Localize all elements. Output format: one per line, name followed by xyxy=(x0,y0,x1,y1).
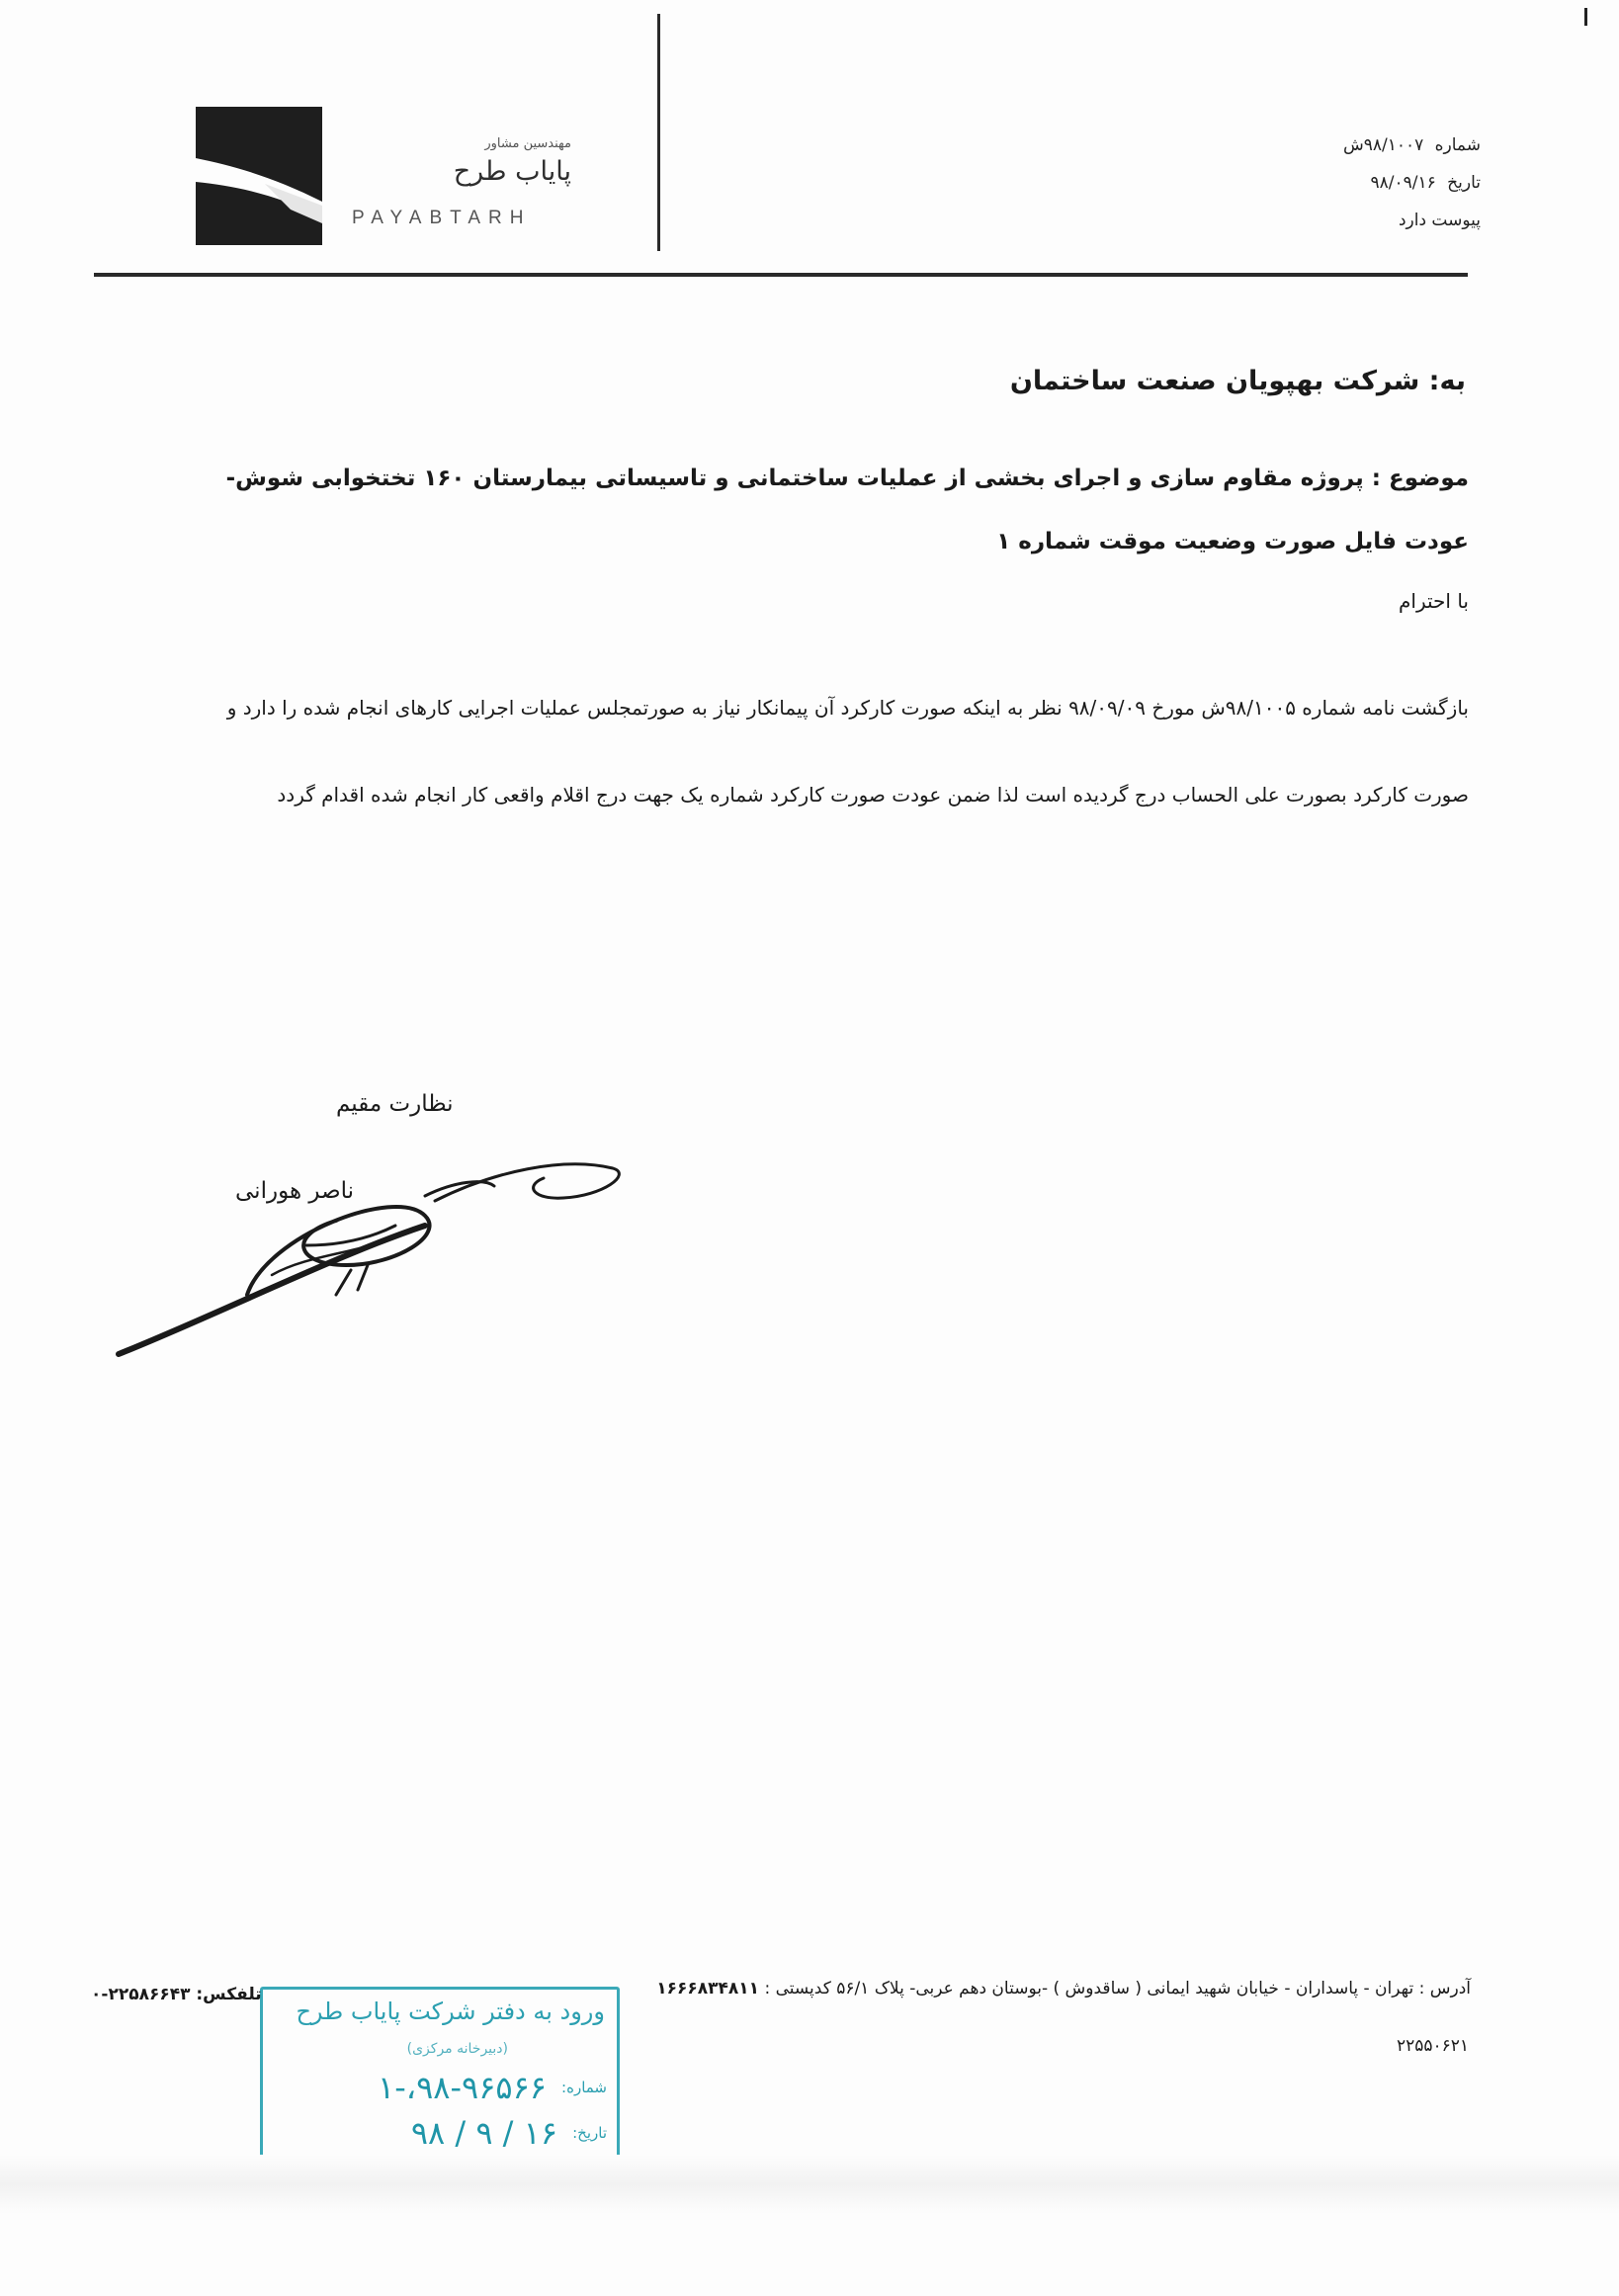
logo-company-name: پایاب طرح xyxy=(453,156,571,187)
signer-name: ناصر هورانی xyxy=(235,1178,355,1204)
footer-address xyxy=(656,1979,1471,1998)
letter-number xyxy=(1224,127,1481,164)
company-logo xyxy=(196,107,571,255)
stamp-date-label: تاریخ: xyxy=(572,2124,607,2142)
stamp-date-row xyxy=(271,2114,607,2154)
stamp-title: ورود به دفتر شرکت پایاب طرح xyxy=(296,1998,605,2025)
stamp-subtitle: (دبیرخانه مرکزی) xyxy=(406,2041,508,2057)
handwritten-signature xyxy=(99,1127,633,1364)
letter-meta xyxy=(1224,127,1481,239)
signer-role: نظارت مقیم xyxy=(336,1091,454,1117)
header-divider-horizontal xyxy=(94,273,1468,277)
recipient: به: شرکت بهپویان صنعت ساختمان xyxy=(1009,366,1466,396)
stamp-number-value: ۱-،۹۸-۹۶۵۶۶ xyxy=(378,2069,547,2106)
logo-mark-icon xyxy=(196,107,322,245)
footer-phone-2: ۲۲۵۵۰۶۲۱ xyxy=(1396,2036,1469,2056)
footer-phone: تلفکس: ۲۲۵۸۶۶۴۳-۰ xyxy=(91,1985,262,2004)
letter-date-label: تاریخ xyxy=(1447,173,1481,193)
registration-stamp xyxy=(260,1987,620,2165)
letter-number-label: شماره xyxy=(1434,135,1481,155)
stamp-number-row xyxy=(271,2069,607,2108)
logo-latin-name: PAYABTARH xyxy=(352,208,532,228)
letter-body: بازگشت نامه شماره ۹۸/۱۰۰۵ش مورخ ۹۸/۰۹/۰۹ نظر به اینکه صورت کارکرد آن پیمانکار نیاز به صورتمجلس عملیات اجرایی کارهای انجام شده را دارد و صورت کارکرد بصورت علی الحساب درج گردیده است لذا ضمن عودت صورت کارکرد شماره یک جهت درج اقلام واقعی کار انجام شده اقدام گردد xyxy=(226,696,1469,807)
letter-attachment: پیوست دارد xyxy=(1398,211,1481,230)
stamp-number-label: شماره: xyxy=(561,2079,607,2096)
logo-tagline: مهندسین مشاور xyxy=(484,136,571,151)
footer-address-text: آدرس : تهران - پاسداران - خیابان شهید ایمانی ( ساقدوش ) -بوستان دهم عربی- پلاک ۵۶/۱ کدپستی : xyxy=(764,1979,1471,1998)
letter-date-value: ۹۸/۰۹/۱۶ xyxy=(1370,173,1436,193)
scan-bottom-shading xyxy=(0,2155,1619,2214)
letter-number-value: ۹۸/۱۰۰۷ش xyxy=(1342,135,1424,155)
scan-corner-mark xyxy=(1584,8,1587,26)
footer-postal-code: ۱۶۶۶۸۳۴۸۱۱ xyxy=(656,1979,760,1998)
header-divider-vertical xyxy=(657,14,660,251)
salutation: با احترام xyxy=(1399,589,1469,613)
subject: موضوع : پروژه مقاوم سازی و اجرای بخشی از عملیات ساختمانی و تاسیساتی بیمارستان ۱۶۰ تختخوابی شوش- عودت فایل صورت وضعیت موقت شماره ۱ xyxy=(225,466,1469,554)
letter-date xyxy=(1224,164,1481,202)
stamp-date-value: ۹۸ / ۹ / ۱۶ xyxy=(410,2114,557,2152)
